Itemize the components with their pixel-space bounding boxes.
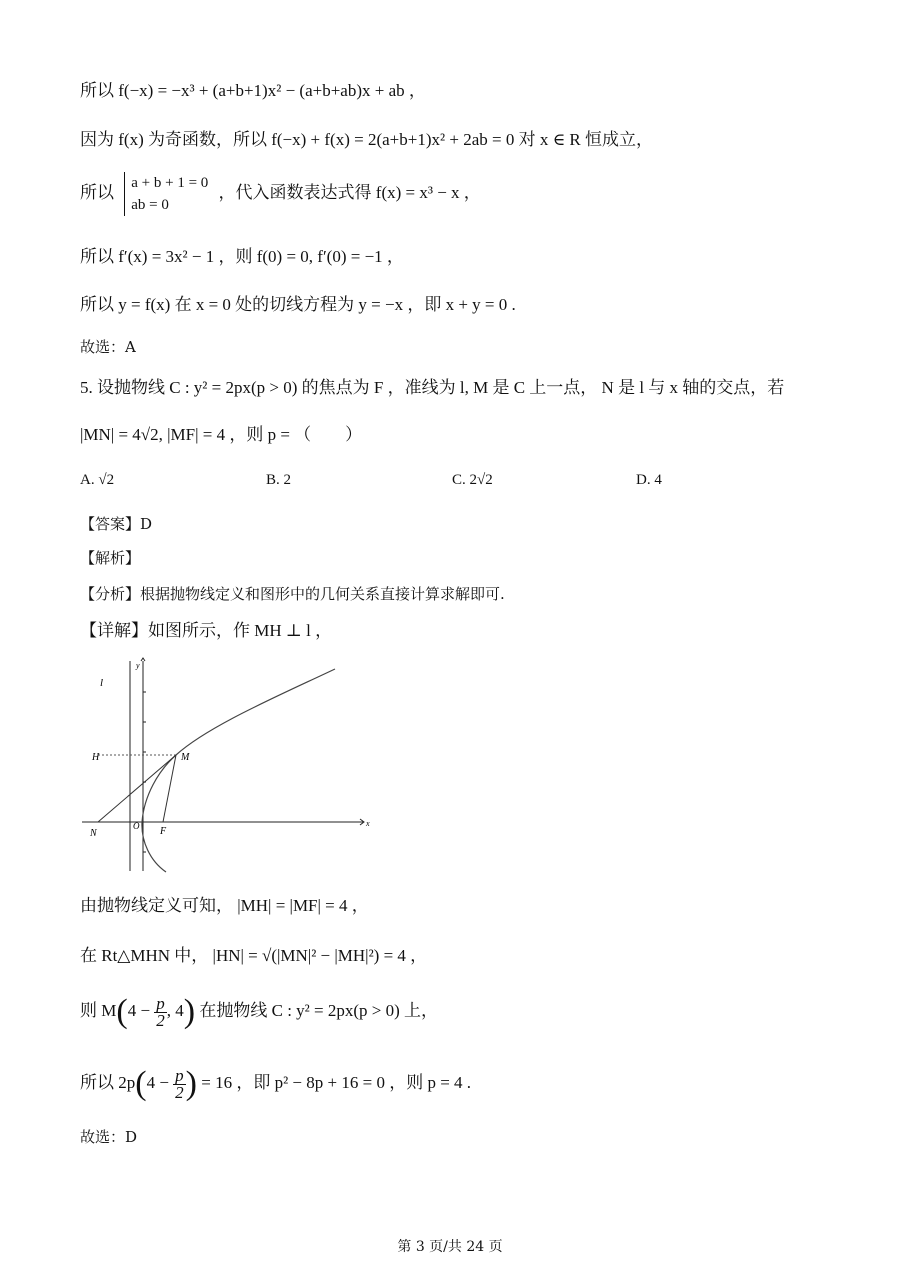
system-eq-1: a + b + 1 = 0 [131,175,209,191]
right-paren: ) [183,993,196,1031]
line-choice-d: 故选：D [80,1128,138,1146]
answer-label: 【答案】D [80,515,153,533]
question-5-line-2: |MN| = 4√2, |MF| = 4 ，则 p = （ ） [80,425,363,444]
line-tangent: 所以 y = f(x) 在 x = 0 处的切线方程为 y = −x ，即 x + y = 0 . [80,295,516,314]
line-choice-a: 故选：A [80,338,136,356]
fraction-p-over-2: $\frac{p}{2}$ [156,993,165,1030]
y-axis-arrow [141,658,145,661]
option-c: C. 2√2 [452,472,493,488]
line-derivative: 所以 f′(x) = 3x² − 1 ，则 f(0) = 0, f′(0) = −1 ， [80,247,404,266]
label-F: F [160,826,167,837]
right-paren: ) [185,1065,197,1103]
analysis-summary: 【分析】根据抛物线定义和图形中的几何关系直接计算求解即可. [80,585,505,603]
analysis-header: 【解析】 [80,549,141,567]
label-x: x [366,819,370,828]
system-eq-2: ab = 0 [131,197,169,213]
segment-MN [98,755,176,822]
label-H: H [92,752,100,763]
step-definition: 由抛物线定义可知， |MH| = |MF| = 4 ， [80,896,369,915]
label-l: l [100,677,104,689]
point-M-coord-1: 4 − [127,1001,151,1020]
point-M-suffix: 在抛物线 C : y² = 2px(p > 0) 上， [199,1001,439,1020]
label-M: M [181,752,190,763]
system-prefix: 所以 [80,182,114,202]
equation-prefix: 所以 2p [80,1073,136,1092]
line-system [80,172,481,216]
step-right-triangle: 在 Rt△MHN 中， |HN| = √(|MN|² − |MH|²) = 4 ， [80,946,428,965]
equation-suffix: = 16 ，即 p² − 8p + 16 = 0 ，则 p = 4 . [201,1073,472,1092]
option-d: D. 4 [636,472,662,488]
question-5-line-1: 5. 设抛物线 C : y² = 2px(p > 0) 的焦点为 F ，准线为 l, M 是 C 上一点， N 是 l 与 x 轴的交点，若 [80,378,785,397]
label-y: y [136,661,140,670]
left-paren: ( [116,993,128,1031]
line-odd-function: 因为 f(x) 为奇函数，所以 f(−x) + f(x) = 2(a+b+1)x² + 2ab = 0 对 x ∈ R 恒成立， [80,130,653,149]
parabola-figure [78,656,378,876]
system-suffix: ，代入函数表达式得 f(x) = x³ − x ， [218,182,481,202]
detail-intro: 【详解】如图所示，作 MH ⊥ l ， [80,621,333,640]
point-M-prefix: 则 M [80,1001,117,1020]
equation-inner: 4 − [146,1073,169,1092]
option-b: B. 2 [266,472,292,488]
option-a: A. √2 [80,472,115,488]
step-equation [80,1065,471,1102]
step-point-M [80,993,438,1030]
equation-system [124,172,208,216]
parabola-curve [142,669,335,872]
fraction-p-over-2: $\frac{p}{2}$ [175,1065,184,1102]
label-O: O [133,821,140,831]
left-paren: ( [135,1065,147,1103]
page-footer: 第 3 页/共 24 页 [397,1239,503,1255]
line-f-neg-x: 所以 f(−x) = −x³ + (a+b+1)x² − (a+b+ab)x + ab ， [80,81,426,100]
label-N: N [90,828,97,839]
point-M-coord-2: , 4 [166,1001,184,1020]
